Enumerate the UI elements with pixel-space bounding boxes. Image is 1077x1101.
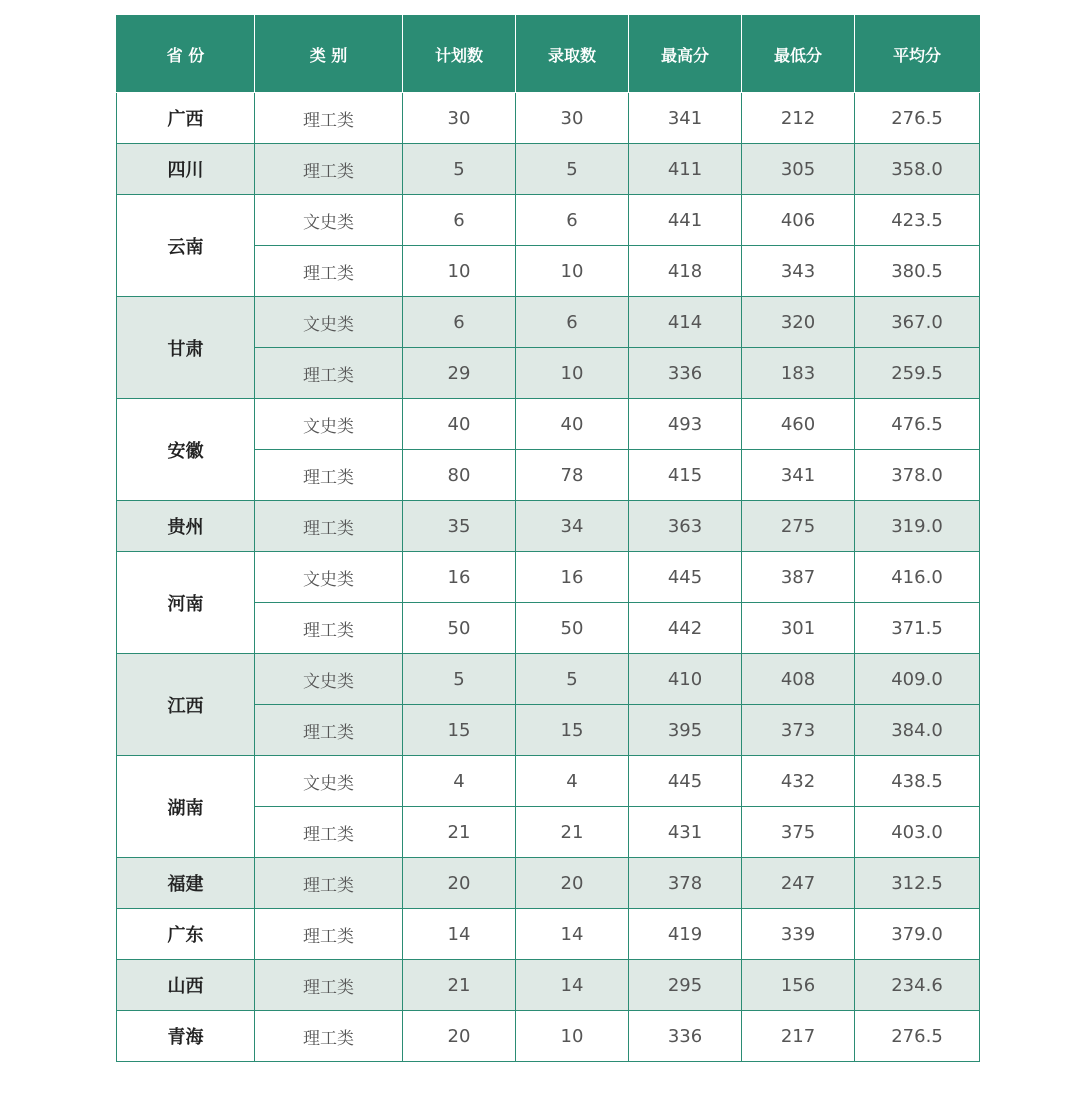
avg-score-cell: 476.5 — [855, 399, 980, 450]
province-cell: 四川 — [117, 144, 255, 195]
avg-score-cell: 384.0 — [855, 705, 980, 756]
avg-score-cell: 380.5 — [855, 246, 980, 297]
min-score-cell: 373 — [742, 705, 855, 756]
header-plan: 计划数 — [403, 16, 516, 93]
avg-score-cell: 358.0 — [855, 144, 980, 195]
admitted-cell: 15 — [516, 705, 629, 756]
plan-cell: 20 — [403, 1011, 516, 1062]
min-score-cell: 217 — [742, 1011, 855, 1062]
admitted-cell: 20 — [516, 858, 629, 909]
category-cell: 理工类 — [255, 705, 403, 756]
header-admitted: 录取数 — [516, 16, 629, 93]
table-row — [117, 1011, 980, 1062]
max-score-cell: 418 — [629, 246, 742, 297]
page-number-fragment — [88, 1094, 124, 1101]
category-cell: 理工类 — [255, 1011, 403, 1062]
category-cell: 理工类 — [255, 807, 403, 858]
avg-score-cell: 403.0 — [855, 807, 980, 858]
max-score-cell: 410 — [629, 654, 742, 705]
plan-cell: 6 — [403, 195, 516, 246]
plan-cell: 14 — [403, 909, 516, 960]
table-row — [117, 552, 980, 603]
table-row — [117, 195, 980, 246]
max-score-cell: 395 — [629, 705, 742, 756]
table-row — [117, 93, 980, 144]
avg-score-cell: 319.0 — [855, 501, 980, 552]
avg-score-cell: 367.0 — [855, 297, 980, 348]
plan-cell: 35 — [403, 501, 516, 552]
province-cell: 云南 — [117, 195, 255, 297]
category-cell: 理工类 — [255, 909, 403, 960]
plan-cell: 4 — [403, 756, 516, 807]
plan-cell: 21 — [403, 960, 516, 1011]
admission-score-table — [116, 15, 980, 1062]
max-score-cell: 445 — [629, 552, 742, 603]
category-cell: 理工类 — [255, 501, 403, 552]
admitted-cell: 5 — [516, 654, 629, 705]
header-province: 省 份 — [117, 16, 255, 93]
province-cell: 广西 — [117, 93, 255, 144]
province-cell: 湖南 — [117, 756, 255, 858]
plan-cell: 80 — [403, 450, 516, 501]
max-score-cell: 411 — [629, 144, 742, 195]
plan-cell: 5 — [403, 144, 516, 195]
table-row — [117, 297, 980, 348]
plan-cell: 40 — [403, 399, 516, 450]
province-cell: 甘肃 — [117, 297, 255, 399]
category-cell: 理工类 — [255, 144, 403, 195]
category-cell: 理工类 — [255, 960, 403, 1011]
max-score-cell: 378 — [629, 858, 742, 909]
admitted-cell: 50 — [516, 603, 629, 654]
min-score-cell: 341 — [742, 450, 855, 501]
category-cell: 文史类 — [255, 297, 403, 348]
table-row — [117, 399, 980, 450]
province-cell: 贵州 — [117, 501, 255, 552]
min-score-cell: 320 — [742, 297, 855, 348]
table-row — [117, 756, 980, 807]
plan-cell: 30 — [403, 93, 516, 144]
table-row — [117, 144, 980, 195]
header-min-score: 最低分 — [742, 16, 855, 93]
province-cell: 青海 — [117, 1011, 255, 1062]
avg-score-cell: 416.0 — [855, 552, 980, 603]
min-score-cell: 156 — [742, 960, 855, 1011]
admitted-cell: 6 — [516, 297, 629, 348]
category-cell: 文史类 — [255, 399, 403, 450]
category-cell: 文史类 — [255, 552, 403, 603]
plan-cell: 16 — [403, 552, 516, 603]
avg-score-cell: 409.0 — [855, 654, 980, 705]
province-cell: 河南 — [117, 552, 255, 654]
min-score-cell: 212 — [742, 93, 855, 144]
min-score-cell: 247 — [742, 858, 855, 909]
plan-cell: 29 — [403, 348, 516, 399]
category-cell: 理工类 — [255, 93, 403, 144]
min-score-cell: 183 — [742, 348, 855, 399]
admitted-cell: 6 — [516, 195, 629, 246]
max-score-cell: 415 — [629, 450, 742, 501]
avg-score-cell: 378.0 — [855, 450, 980, 501]
admitted-cell: 10 — [516, 246, 629, 297]
province-cell: 安徽 — [117, 399, 255, 501]
province-cell: 江西 — [117, 654, 255, 756]
admitted-cell: 4 — [516, 756, 629, 807]
max-score-cell: 295 — [629, 960, 742, 1011]
max-score-cell: 431 — [629, 807, 742, 858]
max-score-cell: 363 — [629, 501, 742, 552]
avg-score-cell: 423.5 — [855, 195, 980, 246]
table-header — [117, 16, 980, 93]
category-cell: 理工类 — [255, 858, 403, 909]
plan-cell: 15 — [403, 705, 516, 756]
table-row — [117, 501, 980, 552]
admitted-cell: 14 — [516, 909, 629, 960]
admitted-cell: 34 — [516, 501, 629, 552]
max-score-cell: 336 — [629, 348, 742, 399]
min-score-cell: 301 — [742, 603, 855, 654]
admitted-cell: 14 — [516, 960, 629, 1011]
admitted-cell: 16 — [516, 552, 629, 603]
plan-cell: 10 — [403, 246, 516, 297]
admitted-cell: 30 — [516, 93, 629, 144]
province-cell: 广东 — [117, 909, 255, 960]
min-score-cell: 432 — [742, 756, 855, 807]
category-cell: 理工类 — [255, 450, 403, 501]
min-score-cell: 375 — [742, 807, 855, 858]
admitted-cell: 5 — [516, 144, 629, 195]
header-avg-score: 平均分 — [855, 16, 980, 93]
admitted-cell: 40 — [516, 399, 629, 450]
category-cell: 理工类 — [255, 246, 403, 297]
table-row — [117, 960, 980, 1011]
header-max-score: 最高分 — [629, 16, 742, 93]
max-score-cell: 445 — [629, 756, 742, 807]
max-score-cell: 442 — [629, 603, 742, 654]
admitted-cell: 78 — [516, 450, 629, 501]
category-cell: 文史类 — [255, 756, 403, 807]
max-score-cell: 419 — [629, 909, 742, 960]
min-score-cell: 339 — [742, 909, 855, 960]
plan-cell: 50 — [403, 603, 516, 654]
admitted-cell: 10 — [516, 1011, 629, 1062]
avg-score-cell: 259.5 — [855, 348, 980, 399]
header-category: 类 别 — [255, 16, 403, 93]
plan-cell: 5 — [403, 654, 516, 705]
min-score-cell: 343 — [742, 246, 855, 297]
avg-score-cell: 371.5 — [855, 603, 980, 654]
avg-score-cell: 276.5 — [855, 93, 980, 144]
plan-cell: 20 — [403, 858, 516, 909]
header-row — [117, 16, 980, 93]
category-cell: 理工类 — [255, 348, 403, 399]
avg-score-cell: 276.5 — [855, 1011, 980, 1062]
plan-cell: 21 — [403, 807, 516, 858]
min-score-cell: 406 — [742, 195, 855, 246]
table-row — [117, 909, 980, 960]
max-score-cell: 441 — [629, 195, 742, 246]
max-score-cell: 493 — [629, 399, 742, 450]
min-score-cell: 460 — [742, 399, 855, 450]
admitted-cell: 10 — [516, 348, 629, 399]
avg-score-cell: 438.5 — [855, 756, 980, 807]
category-cell: 文史类 — [255, 195, 403, 246]
table-row — [117, 654, 980, 705]
province-cell: 福建 — [117, 858, 255, 909]
avg-score-cell: 312.5 — [855, 858, 980, 909]
max-score-cell: 414 — [629, 297, 742, 348]
max-score-cell: 336 — [629, 1011, 742, 1062]
table-row — [117, 858, 980, 909]
avg-score-cell: 379.0 — [855, 909, 980, 960]
province-cell: 山西 — [117, 960, 255, 1011]
admitted-cell: 21 — [516, 807, 629, 858]
min-score-cell: 408 — [742, 654, 855, 705]
category-cell: 文史类 — [255, 654, 403, 705]
avg-score-cell: 234.6 — [855, 960, 980, 1011]
table-body — [117, 93, 980, 1062]
min-score-cell: 305 — [742, 144, 855, 195]
plan-cell: 6 — [403, 297, 516, 348]
max-score-cell: 341 — [629, 93, 742, 144]
min-score-cell: 387 — [742, 552, 855, 603]
category-cell: 理工类 — [255, 603, 403, 654]
min-score-cell: 275 — [742, 501, 855, 552]
